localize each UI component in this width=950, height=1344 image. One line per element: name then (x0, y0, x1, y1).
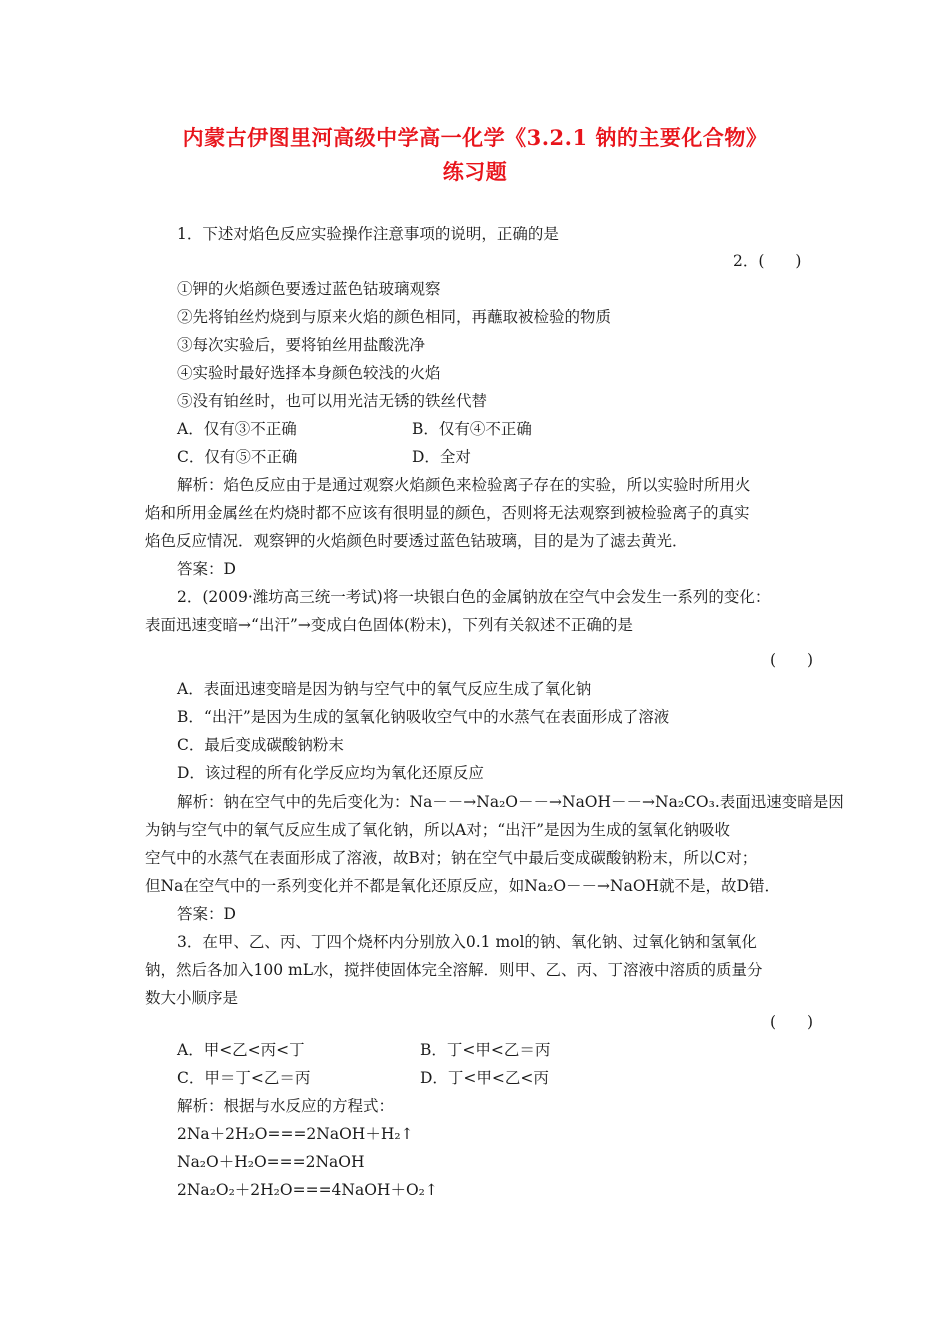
q3-equation-2: Na₂O＋H₂O===2NaOH (177, 1153, 365, 1171)
q3-option-a: A．甲<乙<丙<丁 (177, 1041, 305, 1059)
doc-title-line2: 练习题 (442, 159, 508, 184)
q1-item-2: ②先将铂丝灼烧到与原来火焰的颜色相同，再蘸取被检验的物质 (177, 308, 612, 326)
q2-option-a: A．表面迅速变暗是因为钠与空气中的氧气反应生成了氧化钠 (177, 680, 592, 698)
q2-paren: ( ) (770, 651, 814, 669)
q3-equation-1: 2Na＋2H₂O===2NaOH＋H₂↑ (177, 1125, 414, 1143)
q2-option-c: C．最后变成碳酸钠粉末 (177, 736, 344, 754)
q1-analysis-3: 焰色反应情况．观察钾的火焰颜色时要透过蓝色钴玻璃，目的是为了滤去黄光． (145, 532, 688, 550)
q1-paren: 2．( ) (733, 252, 802, 270)
q2-answer: 答案：D (177, 905, 236, 923)
q3-analysis: 解析：根据与水反应的方程式： (177, 1097, 395, 1115)
q1-option-a: A．仅有③不正确 (177, 420, 297, 438)
q3-option-b: B．丁<甲<乙＝丙 (420, 1041, 551, 1059)
q1-option-b: B．仅有④不正确 (412, 420, 532, 438)
q3-paren: ( ) (770, 1013, 814, 1031)
q1-stem: 1．下述对焰色反应实验操作注意事项的说明，正确的是 (177, 225, 559, 243)
q2-option-b: B．“出汗”是因为生成的氢氧化钠吸收空气中的水蒸气在表面形成了溶液 (177, 708, 670, 726)
q1-option-c: C．仅有⑤不正确 (177, 448, 298, 466)
q1-answer: 答案：D (177, 560, 236, 578)
q2-analysis-2: 为钠与空气中的氧气反应生成了氧化钠，所以A对；“出汗”是因为生成的氢氧化钠吸收 (145, 821, 731, 839)
q2-option-d: D．该过程的所有化学反应均为氧化还原反应 (177, 764, 484, 782)
q3-stem-3: 数大小顺序是 (145, 989, 239, 1007)
q3-equation-3: 2Na₂O₂＋2H₂O===4NaOH＋O₂↑ (177, 1181, 438, 1199)
q1-item-5: ⑤没有铂丝时，也可以用光洁无锈的铁丝代替 (177, 392, 488, 410)
q1-item-3: ③每次实验后，要将铂丝用盐酸洗净 (177, 336, 426, 354)
q3-option-c: C．甲＝丁<乙＝丙 (177, 1069, 311, 1087)
q2-analysis-3: 空气中的水蒸气在表面形成了溶液，故B对；钠在空气中最后变成碳酸钠粉末，所以C对； (145, 849, 758, 867)
q3-stem-2: 钠，然后各加入100 mL水，搅拌使固体完全溶解．则甲、乙、丙、丁溶液中溶质的质量分 (145, 961, 763, 979)
q2-analysis-1: 解析：钠在空气中的先后变化为：Na－－→Na₂O－－→NaOH－－→Na₂CO₃.表面迅速变暗是因 (177, 793, 844, 811)
q2-stem-2: 表面迅速变暗→“出汗”→变成白色固体(粉末)，下列有关叙述不正确的是 (145, 616, 633, 634)
q1-option-d: D．全对 (412, 448, 471, 466)
q3-option-d: D．丁<甲<乙<丙 (420, 1069, 549, 1087)
q1-item-4: ④实验时最好选择本身颜色较浅的火焰 (177, 364, 441, 382)
q2-analysis-4: 但Na在空气中的一系列变化并不都是氧化还原反应，如Na₂O－－→NaOH就不是，故D错． (145, 877, 780, 895)
q1-item-1: ①钾的火焰颜色要透过蓝色钴玻璃观察 (177, 280, 441, 298)
q1-analysis-1: 解析：焰色反应由于是通过观察火焰颜色来检验离子存在的实验，所以实验时所用火 (177, 476, 751, 494)
q2-stem-1: 2．(2009·潍坊高三统一考试)将一块银白色的金属钠放在空气中会发生一系列的变化： (177, 588, 771, 606)
q3-stem-1: 3．在甲、乙、丙、丁四个烧杯内分别放入0.1 mol的钠、氧化钠、过氧化钠和氢氧化 (177, 933, 757, 951)
q1-analysis-2: 焰和所用金属丝在灼烧时都不应该有很明显的颜色，否则将无法观察到被检验离子的真实 (145, 504, 750, 522)
doc-title-line1: 内蒙古伊图里河高级中学高一化学《3.2.1 钠的主要化合物》 (182, 125, 768, 150)
